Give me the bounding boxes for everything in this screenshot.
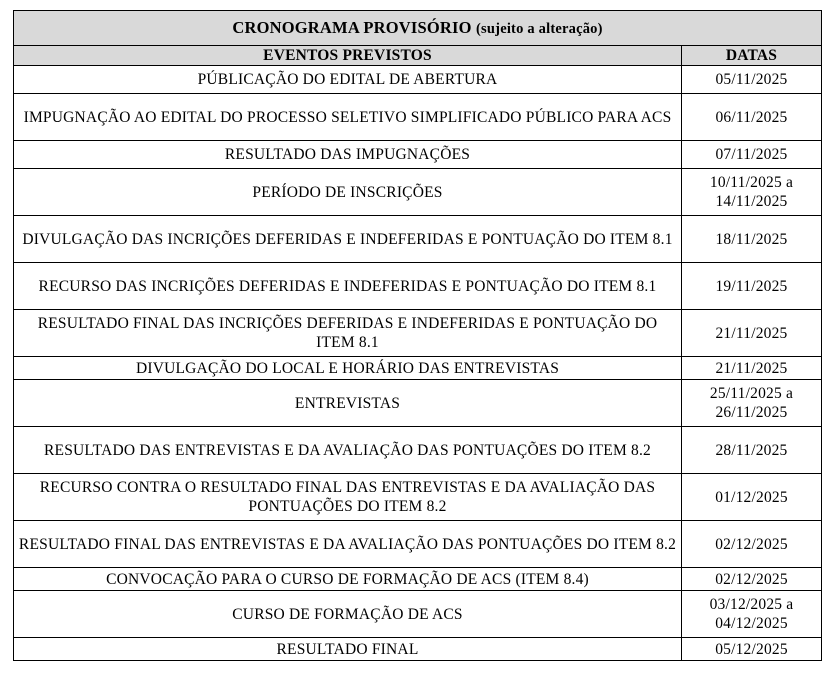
table-row (14, 427, 822, 474)
event-cell: RESULTADO DAS IMPUGNAÇÕES (14, 141, 682, 169)
column-header-events: EVENTOS PREVISTOS (14, 46, 682, 66)
table-row (14, 310, 822, 357)
date-cell: 10/11/2025 a 14/11/2025 (682, 169, 822, 216)
table-row (14, 591, 822, 638)
event-cell: RESULTADO FINAL DAS ENTREVISTAS E DA AVALIAÇÃO DAS PONTUAÇÕES DO ITEM 8.2 (14, 521, 682, 568)
event-cell: DIVULGAÇÃO DO LOCAL E HORÁRIO DAS ENTREVISTAS (14, 357, 682, 380)
table-row (14, 380, 822, 427)
event-cell: CURSO DE FORMAÇÃO DE ACS (14, 591, 682, 638)
date-cell: 02/12/2025 (682, 521, 822, 568)
table-row (14, 638, 822, 661)
schedule-table (13, 10, 822, 661)
event-cell: RESULTADO DAS ENTREVISTAS E DA AVALIAÇÃO DAS PONTUAÇÕES DO ITEM 8.2 (14, 427, 682, 474)
date-cell: 02/12/2025 (682, 568, 822, 591)
date-cell: 28/11/2025 (682, 427, 822, 474)
date-cell: 07/11/2025 (682, 141, 822, 169)
event-cell: IMPUGNAÇÃO AO EDITAL DO PROCESSO SELETIVO SIMPLIFICADO PÚBLICO PARA ACS (14, 94, 682, 141)
event-cell: DIVULGAÇÃO DAS INCRIÇÕES DEFERIDAS E INDEFERIDAS E PONTUAÇÃO DO ITEM 8.1 (14, 216, 682, 263)
date-cell: 18/11/2025 (682, 216, 822, 263)
date-cell: 21/11/2025 (682, 310, 822, 357)
schedule-document (13, 10, 821, 661)
event-cell: RESULTADO FINAL DAS INCRIÇÕES DEFERIDAS E INDEFERIDAS E PONTUAÇÃO DO ITEM 8.1 (14, 310, 682, 357)
event-cell: CONVOCAÇÃO PARA O CURSO DE FORMAÇÃO DE ACS (ITEM 8.4) (14, 568, 682, 591)
table-title (14, 11, 822, 46)
date-cell: 25/11/2025 a 26/11/2025 (682, 380, 822, 427)
date-cell: 03/12/2025 a 04/12/2025 (682, 591, 822, 638)
column-header-dates: DATAS (682, 46, 822, 66)
event-cell: RECURSO CONTRA O RESULTADO FINAL DAS ENTREVISTAS E DA AVALIAÇÃO DAS PONTUAÇÕES DO ITEM 8.2 (14, 474, 682, 521)
table-row (14, 216, 822, 263)
date-cell: 01/12/2025 (682, 474, 822, 521)
date-cell: 21/11/2025 (682, 357, 822, 380)
title-text: CRONOGRAMA PROVISÓRIO (232, 17, 472, 37)
event-cell: RECURSO DAS INCRIÇÕES DEFERIDAS E INDEFERIDAS E PONTUAÇÃO DO ITEM 8.1 (14, 263, 682, 310)
title-note: (sujeito a alteração) (476, 20, 603, 37)
date-cell: 06/11/2025 (682, 94, 822, 141)
event-cell: ENTREVISTAS (14, 380, 682, 427)
table-row (14, 357, 822, 380)
table-row (14, 263, 822, 310)
table-row (14, 474, 822, 521)
table-row (14, 66, 822, 94)
event-cell: RESULTADO FINAL (14, 638, 682, 661)
table-row (14, 141, 822, 169)
table-row (14, 568, 822, 591)
event-cell: PERÍODO DE INSCRIÇÕES (14, 169, 682, 216)
date-cell: 05/12/2025 (682, 638, 822, 661)
table-row (14, 521, 822, 568)
date-cell: 19/11/2025 (682, 263, 822, 310)
table-row (14, 169, 822, 216)
event-cell: PÚBLICAÇÃO DO EDITAL DE ABERTURA (14, 66, 682, 94)
table-row (14, 94, 822, 141)
date-cell: 05/11/2025 (682, 66, 822, 94)
